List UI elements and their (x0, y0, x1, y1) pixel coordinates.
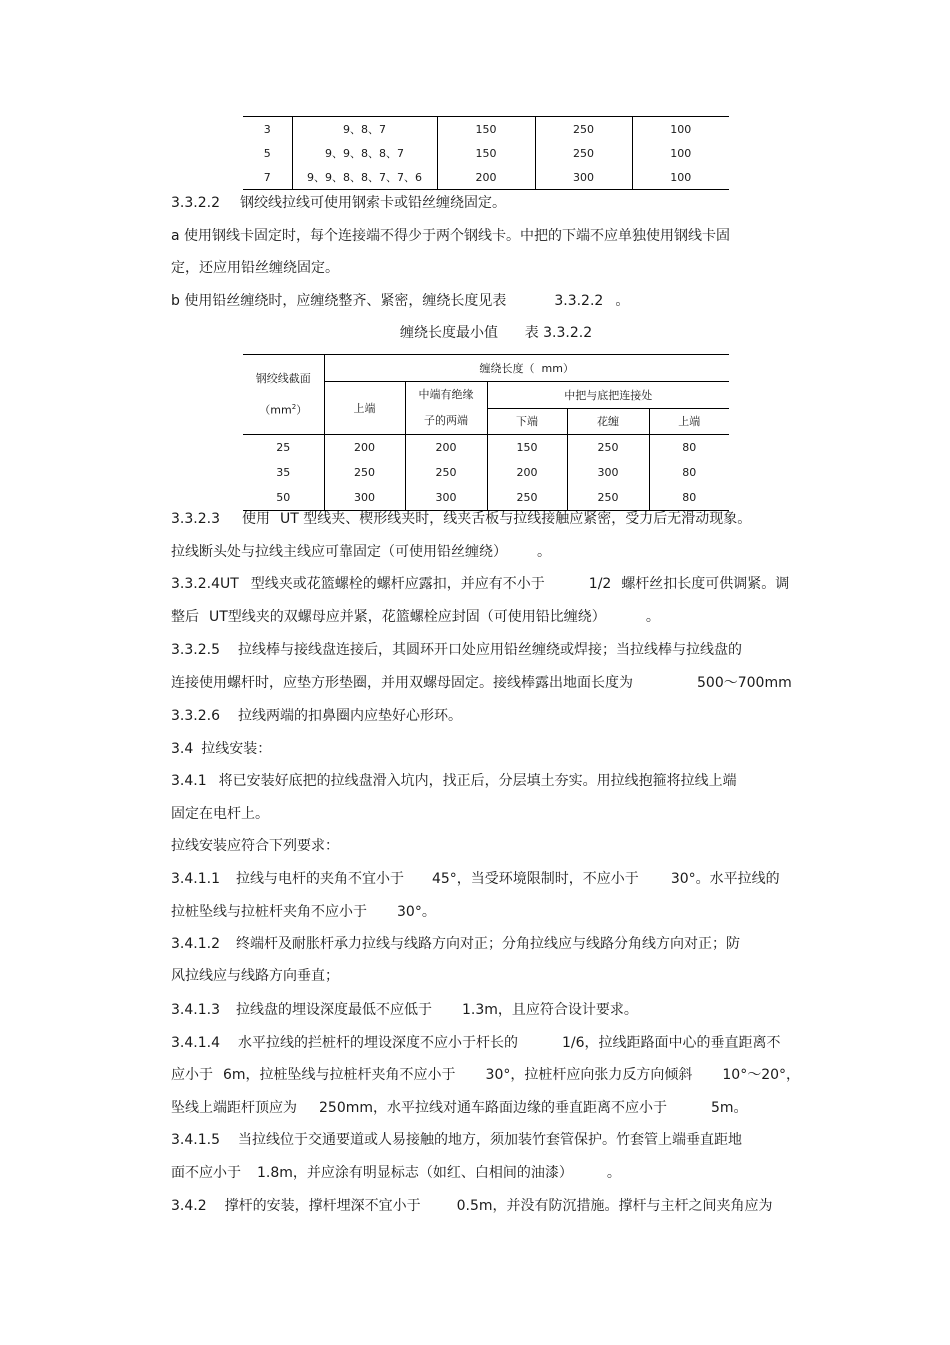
clause-text: 1.8m，并应涂有明显标志（如红、白相间的油漆） (257, 1165, 573, 1181)
table-cell: 7 (243, 165, 292, 190)
clause-number: 3.4.1.4 (171, 1035, 220, 1051)
table-winding-length (243, 354, 729, 511)
header-section-label: 钢绞线截面 (255, 371, 311, 385)
clause-text: UT 型线夹、楔形线夹时，线夹舌板与拉线接触应紧密，受力后无滑动现象。 (279, 511, 752, 527)
para-3414-line3 (171, 1099, 748, 1117)
clause-text: 拉线盘的埋设深度最低不应低于 (235, 1002, 432, 1018)
clause-number: 3.3.2.2 (171, 195, 220, 211)
clause-text: 1.3m，且应符合设计要求。 (461, 1002, 638, 1018)
clause-text: 水平拉线的拦桩杆的埋设深度不应小于杆长的 (237, 1035, 518, 1051)
clause-number: 3.4.1 (171, 773, 207, 789)
table-cell: 250 (324, 460, 405, 485)
clause-text: 45°，当受环境限制时，不应小于 (431, 871, 639, 887)
para-3412-line2: 风拉线应与线路方向垂直； (171, 968, 339, 984)
para-341-line1 (171, 772, 737, 790)
table-cell: 25 (243, 435, 324, 461)
para-3414-line1 (171, 1034, 781, 1052)
table-row (243, 485, 729, 511)
para-3414-line2 (171, 1066, 800, 1084)
clause-text: 坠线上端距杆顶应为 (171, 1100, 297, 1116)
clause-text: UT型线夹的双螺母应并紧，花篮螺栓应封固（可使用铅比缠绕） (209, 609, 606, 625)
table-cell: 3 (263, 122, 271, 136)
table-cell: 9、9、8、8、7 (292, 141, 437, 165)
header-unit-close: ） (296, 403, 308, 417)
clause-value: 30°。 (397, 904, 436, 920)
clause-text: 整后 (171, 609, 199, 625)
table-cell: 250 (487, 485, 567, 511)
clause-text: 1/6，拉线距路面中心的垂直距离不 (561, 1035, 781, 1051)
para-3322 (171, 194, 506, 212)
clause-text: 0.5m，并没有防沉措施。撑杆与主杆之间夹角应为 (456, 1198, 773, 1214)
clause-text: 拉线两端的扣鼻圈内应垫好心形环。 (237, 708, 462, 724)
table-cell: 80 (649, 485, 729, 511)
para-a-line1: a 使用钢线卡固定时，每个连接端不得少于两个钢线卡。中把的下端不应单独使用钢线卡固 (171, 228, 731, 244)
clause-text: 拉线断头处与拉线主线应可靠固定（可使用铅丝缠绕） (171, 544, 507, 560)
header-lower-end: 下端 (487, 408, 567, 435)
clause-value: 10°～20°， (722, 1067, 801, 1083)
table-cell: 300 (567, 460, 649, 485)
header-mid-insulator (405, 382, 487, 435)
clause-number: 3.4.1.1 (171, 871, 220, 887)
clause-text: 当拉线位于交通要道或人易接触的地方，须加装竹套管保护。竹套管上端垂直距地 (237, 1132, 742, 1148)
para-341-line3: 拉线安装应符合下列要求： (171, 838, 339, 854)
clause-number: 3.3.2.5 (171, 642, 220, 658)
table-cell: 250 (535, 117, 632, 142)
clause-number: 3.3.2.3 (171, 511, 220, 527)
clause-text: 。 (645, 609, 660, 625)
clause-text: 终端杆及耐胀杆承力拉线与线路方向对正；分角拉线应与线路分角线方向对正；防 (235, 936, 740, 952)
table-cell: 250 (567, 485, 649, 511)
clause-number: 3.4.2 (171, 1198, 207, 1214)
table-cell: 150 (437, 117, 535, 142)
table-cell: 150 (487, 435, 567, 461)
para-3411-line2 (171, 903, 436, 921)
clause-value: 1/2 (588, 576, 612, 592)
table-continuation (243, 116, 729, 190)
clause-value: 5m。 (711, 1100, 748, 1116)
clause-number: 3.4.1.2 (171, 936, 220, 952)
clause-number: 3.4.1.3 (171, 1002, 220, 1018)
clause-number: 3.3.2.4UT (171, 576, 239, 592)
clause-text: 拉线安装： (201, 741, 272, 757)
clause-value: 500～700mm (697, 675, 792, 691)
para-3411-line1 (171, 870, 780, 888)
para-3413 (171, 1001, 638, 1019)
para-341-line2: 固定在电杆上。 (171, 806, 269, 822)
table-caption: 缠绕长度最小值 表 3.3.2.2 (400, 325, 593, 341)
table-row (243, 117, 729, 142)
header-joint: 中把与底把连接处 (487, 382, 729, 409)
table-cell: 200 (437, 165, 535, 190)
clause-number: 3.4.1.5 (171, 1132, 220, 1148)
para-3326 (171, 707, 462, 725)
para-3415-line2 (171, 1164, 621, 1182)
clause-number: 3.4 (171, 741, 194, 757)
clause-text: 250mm，水平拉线对通车路面边缘的垂直距离不应小于 (319, 1100, 667, 1116)
para-a-line2: 定，还应用铅丝缠绕固定。 (171, 260, 339, 276)
table-cell: 9、9、8、8、7、7、6 (292, 165, 437, 190)
clause-text: 6m，拉桩坠线与拉桩杆夹角不应小于 (223, 1067, 456, 1083)
header-flower: 花缠 (567, 408, 649, 435)
table-cell: 300 (405, 485, 487, 511)
header-section (243, 355, 324, 435)
clause-text: 拉桩坠线与拉桩杆夹角不应小于 (171, 904, 367, 920)
header-unit-text: （mm (259, 403, 292, 417)
table-row (243, 141, 729, 165)
clause-number: 3.3.2.6 (171, 708, 220, 724)
clause-text: 将已安装好底把的拉线盘滑入坑内，找正后，分层填土夯实。用拉线抱箍将拉线上端 (218, 773, 737, 789)
clause-text: 拉线与电杆的夹角不宜小于 (235, 871, 404, 887)
para-3324-line2 (171, 608, 660, 626)
table-cell: 80 (649, 435, 729, 461)
clause-text: 使用 (241, 511, 270, 527)
table-cell: 50 (243, 485, 324, 511)
header-top-end: 上端 (324, 382, 405, 435)
para-3323-line2 (171, 543, 551, 561)
table-cell: 35 (243, 460, 324, 485)
para-3323-line1 (171, 510, 751, 528)
section-34-heading (171, 740, 271, 758)
table-cell: 80 (649, 460, 729, 485)
table-cell: 300 (324, 485, 405, 511)
table-cell: 250 (567, 435, 649, 461)
clause-text: 连接使用螺杆时，应垫方形垫圈，并用双螺母固定。接线棒露出地面长度为 (171, 675, 633, 691)
para-3412-line1 (171, 935, 740, 953)
para-3325-line1 (171, 641, 742, 659)
para-3324-line1 (171, 575, 789, 593)
table-cell: 5 (263, 146, 271, 160)
table-cell: 250 (405, 460, 487, 485)
clause-text: 30°，拉桩杆应向张力反方向倾斜 (485, 1067, 693, 1083)
clause-text: 钢绞线拉线可使用钢索卡或铅丝缠绕固定。 (239, 195, 506, 211)
table-cell: 200 (487, 460, 567, 485)
table-cell: 100 (632, 165, 729, 190)
clause-text: b 使用铅丝缠绕时，应缠绕整齐、紧密，缠绕长度见表 (171, 293, 507, 309)
header-upper-end: 上端 (649, 408, 729, 435)
header-unit-sup: 2 (291, 402, 297, 411)
clause-text: 。 (615, 293, 630, 309)
clause-text: 。 (606, 1165, 621, 1181)
para-3415-line1 (171, 1131, 742, 1149)
clause-text: 应小于 (171, 1067, 213, 1083)
clause-text: 螺杆丝扣长度可供调紧。调 (621, 576, 790, 592)
clause-text: 型线夹或花篮螺栓的螺杆应露扣，并应有不小于 (250, 576, 545, 592)
table-row (243, 435, 729, 461)
header-mid-line2: 子的两端 (424, 414, 468, 427)
table-cell: 100 (632, 141, 729, 165)
para-342 (171, 1197, 773, 1215)
clause-text: 。 (537, 544, 551, 560)
table-row (243, 165, 729, 190)
header-unit (243, 393, 324, 425)
table-ref: 3.3.2.2 (554, 293, 604, 309)
clause-text: 拉线棒与接线盘连接后，其圆环开口处应用铅丝缠绕或焊接；当拉线棒与拉线盘的 (237, 642, 742, 658)
clause-text: 面不应小于 (171, 1165, 241, 1181)
clause-text: 撑杆的安装，撑杆埋深不宜小于 (224, 1198, 421, 1214)
table-cell: 200 (405, 435, 487, 461)
table-cell: 200 (324, 435, 405, 461)
table-cell: 250 (535, 141, 632, 165)
header-mid-line1: 中端有绝缘 (418, 388, 474, 401)
table-header-row (243, 355, 729, 382)
table-row (243, 460, 729, 485)
para-b (171, 292, 629, 310)
table-cell: 150 (437, 141, 535, 165)
table-cell: 300 (535, 165, 632, 190)
para-3325-line2 (171, 674, 792, 692)
table-cell: 9、8、7 (292, 117, 437, 142)
header-winding-length: 缠绕长度（ mm） (324, 355, 729, 382)
table-cell: 100 (632, 117, 729, 142)
clause-text: 30°。水平拉线的 (670, 871, 780, 887)
